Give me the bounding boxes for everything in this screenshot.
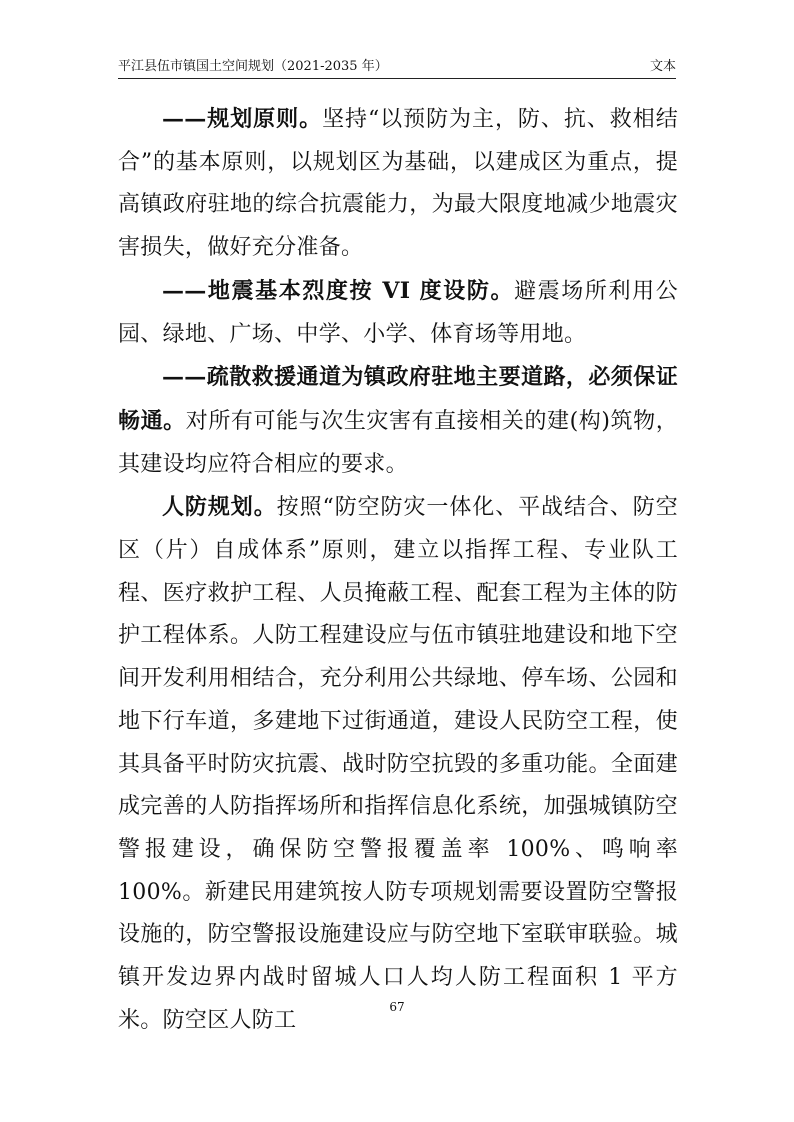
paragraph-lead: ——疏散救援通道为镇政府驻地主要道路，必须保证畅通。 (118, 364, 678, 434)
paragraph-evacuation-routes (118, 356, 678, 486)
page-header (118, 54, 676, 79)
paragraph-lead: ——规划原则。 (162, 106, 323, 132)
paragraph-lead: 人防规划。 (162, 494, 277, 521)
document-title: 平江县伍市镇国土空间规划（2021-2035 年） (118, 59, 388, 74)
paragraph-text: 对所有可能与次生灾害有直接相关的建(构)筑物，其建设均应符合相应的要求。 (118, 408, 678, 477)
paragraph-text: 按照“防空防灾一体化、平战结合、防空区（片）自成体系”原则，建立以指挥工程、专业队工程、医疗救护工程、人员掩蔽工程、配套工程为主体的防护工程体系。人防工程建设应与伍市镇驻地建设和地下空间开发利用相结合，充分利用公共绿地、停车场、公园和地下行车道，多建地下过街通道，建设人民防空工程，使其具备平时防灾抗震、战时防空抗毁的多重功能。全面建成完善的人防指挥场所和指挥信息化系统，加强城镇防空警报建设，确保防空警报覆盖率 100%、鸣响率 100%。新建民用建筑按人防专项规划需要设置防空警报设施的，防空警报设施建设应与防空地下室联审联验。城镇开发边界内战时留城人口人均人防工程面积 1 平方米。防空区人防工 (118, 495, 678, 1033)
paragraph-planning-principle (118, 98, 678, 270)
paragraph-text: 坚持“以预防为主，防、抗、救相结合”的基本原则，以规划区为基础，以建成区为重点，提高镇政府驻地的综合抗震能力，为最大限度地减少地震灾害损失，做好充分准备。 (118, 107, 678, 261)
paragraph-seismic-intensity (118, 270, 678, 356)
page-number: 67 (389, 1000, 405, 1014)
body-text (118, 98, 678, 1042)
paragraph-lead: ——地震基本烈度按 VI 度设防。 (162, 277, 515, 304)
document-type-label: 文本 (649, 59, 676, 74)
paragraph-text: 避震场所利用公园、绿地、广场、中学、小学、体育场等用地。 (118, 278, 678, 347)
paragraph-civil-defense (118, 486, 678, 1042)
